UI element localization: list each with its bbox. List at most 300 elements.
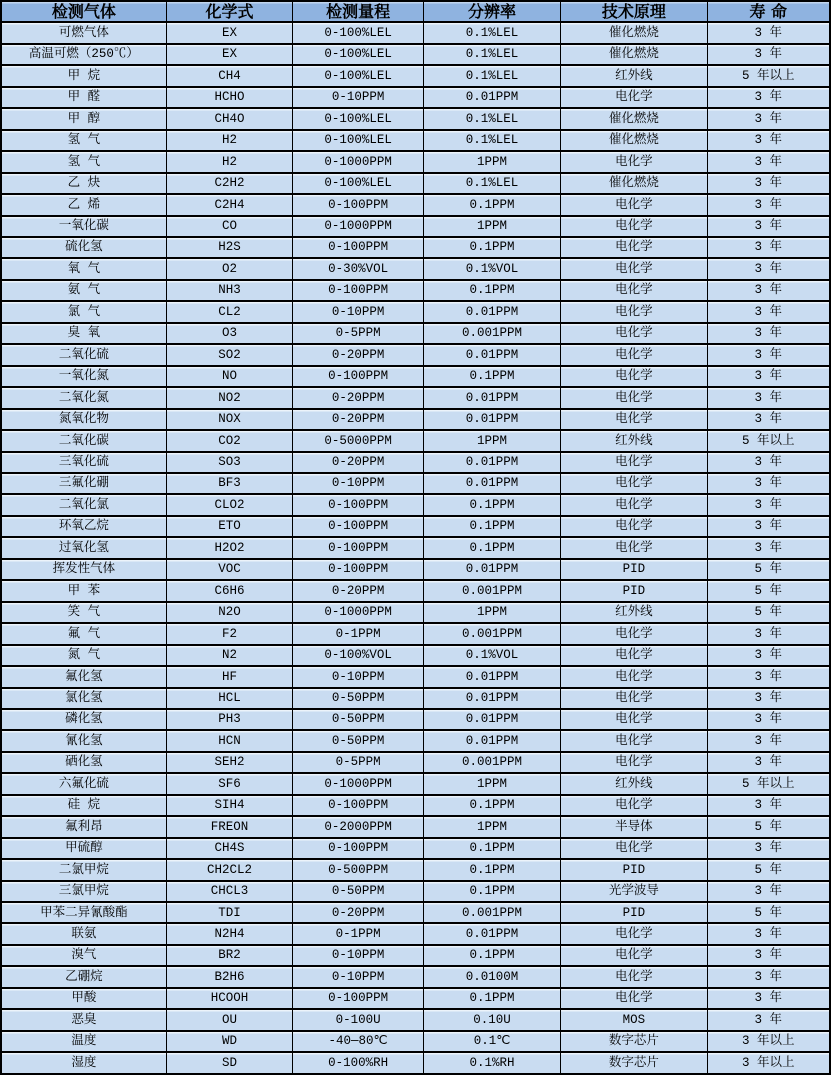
header-cell-principle: 技术原理 (560, 2, 706, 21)
cell-resolution: 0.01PPM (423, 88, 560, 107)
cell-resolution: 1PPM (423, 817, 560, 836)
cell-gas: 二氧化碳 (2, 431, 166, 450)
cell-resolution: 0.10U (423, 1010, 560, 1029)
cell-gas: 甲硫醇 (2, 839, 166, 858)
cell-range: 0-1000PPM (292, 152, 423, 171)
cell-resolution: 0.1℃ (423, 1032, 560, 1051)
table-row (2, 236, 829, 257)
cell-range: 0-10PPM (292, 946, 423, 965)
cell-gas: 甲 醇 (2, 109, 166, 128)
cell-gas: 二氧化氯 (2, 495, 166, 514)
cell-lifespan: 3 年 (707, 946, 829, 965)
cell-range: 0-100PPM (292, 517, 423, 536)
cell-principle: 电化学 (560, 259, 706, 278)
cell-lifespan: 3 年 (707, 238, 829, 257)
cell-lifespan: 5 年 (707, 817, 829, 836)
cell-formula: NH3 (166, 281, 293, 300)
cell-lifespan: 3 年 (707, 474, 829, 493)
cell-resolution: 1PPM (423, 431, 560, 450)
cell-lifespan: 3 年以上 (707, 1032, 829, 1051)
cell-principle: 电化学 (560, 410, 706, 429)
cell-gas: 二氯甲烷 (2, 860, 166, 879)
cell-formula: H2 (166, 152, 293, 171)
cell-lifespan: 3 年 (707, 152, 829, 171)
cell-formula: PH3 (166, 710, 293, 729)
header-cell-formula: 化学式 (166, 2, 293, 21)
cell-gas: 三氟化硼 (2, 474, 166, 493)
cell-formula: O3 (166, 324, 293, 343)
cell-gas: 一氧化碳 (2, 217, 166, 236)
table-row (2, 515, 829, 536)
cell-gas: 氨 气 (2, 281, 166, 300)
table-row (2, 558, 829, 579)
cell-lifespan: 3 年以上 (707, 1053, 829, 1072)
cell-principle: 电化学 (560, 989, 706, 1008)
cell-formula: CH2CL2 (166, 860, 293, 879)
cell-formula: TDI (166, 903, 293, 922)
cell-principle: 数字芯片 (560, 1032, 706, 1051)
cell-gas: 笑 气 (2, 603, 166, 622)
cell-gas: 三氧化硫 (2, 453, 166, 472)
cell-principle: 半导体 (560, 817, 706, 836)
cell-formula: SIH4 (166, 796, 293, 815)
table-row (2, 880, 829, 901)
cell-formula: CO2 (166, 431, 293, 450)
cell-formula: O2 (166, 259, 293, 278)
cell-gas: 乙 烯 (2, 195, 166, 214)
cell-resolution: 0.1PPM (423, 281, 560, 300)
cell-principle: 电化学 (560, 689, 706, 708)
table-row (2, 858, 829, 879)
cell-range: 0-100U (292, 1010, 423, 1029)
cell-lifespan: 3 年 (707, 453, 829, 472)
cell-lifespan: 3 年 (707, 667, 829, 686)
cell-range: 0-1000PPM (292, 774, 423, 793)
cell-resolution: 0.001PPM (423, 581, 560, 600)
table-row (2, 386, 829, 407)
cell-gas: 臭 氧 (2, 324, 166, 343)
table-row (2, 815, 829, 836)
cell-range: 0-100%RH (292, 1053, 423, 1072)
cell-formula: CO (166, 217, 293, 236)
cell-range: 0-30%VOL (292, 259, 423, 278)
cell-gas: 氯 气 (2, 302, 166, 321)
cell-range: 0-20PPM (292, 345, 423, 364)
header-cell-lifespan: 寿 命 (707, 2, 829, 21)
cell-resolution: 0.1PPM (423, 495, 560, 514)
cell-principle: 电化学 (560, 495, 706, 514)
cell-resolution: 0.01PPM (423, 302, 560, 321)
table-row (2, 322, 829, 343)
cell-resolution: 0.01PPM (423, 924, 560, 943)
cell-formula: CH4S (166, 839, 293, 858)
cell-lifespan: 3 年 (707, 924, 829, 943)
table-row (2, 172, 829, 193)
cell-range: 0-2000PPM (292, 817, 423, 836)
cell-principle: 催化燃烧 (560, 45, 706, 64)
cell-lifespan: 3 年 (707, 967, 829, 986)
cell-lifespan: 3 年 (707, 646, 829, 665)
table-row (2, 944, 829, 965)
cell-principle: PID (560, 903, 706, 922)
cell-formula: B2H6 (166, 967, 293, 986)
cell-gas: 氮氧化物 (2, 410, 166, 429)
cell-resolution: 0.01PPM (423, 410, 560, 429)
cell-range: 0-20PPM (292, 581, 423, 600)
cell-resolution: 0.1%VOL (423, 259, 560, 278)
cell-principle: 电化学 (560, 538, 706, 557)
table-row (2, 644, 829, 665)
cell-resolution: 0.01PPM (423, 710, 560, 729)
cell-lifespan: 5 年以上 (707, 431, 829, 450)
cell-formula: BF3 (166, 474, 293, 493)
cell-principle: PID (560, 860, 706, 879)
table-row (2, 536, 829, 557)
cell-range: 0-100PPM (292, 238, 423, 257)
cell-gas: 硫化氢 (2, 238, 166, 257)
cell-resolution: 0.001PPM (423, 753, 560, 772)
cell-formula: WD (166, 1032, 293, 1051)
table-row (2, 772, 829, 793)
cell-range: 0-10PPM (292, 88, 423, 107)
cell-gas: 温度 (2, 1032, 166, 1051)
cell-formula: EX (166, 23, 293, 42)
cell-range: 0-20PPM (292, 388, 423, 407)
cell-formula: SO2 (166, 345, 293, 364)
cell-lifespan: 3 年 (707, 882, 829, 901)
cell-lifespan: 3 年 (707, 302, 829, 321)
cell-formula: N2 (166, 646, 293, 665)
cell-principle: 电化学 (560, 324, 706, 343)
cell-gas: 氢 气 (2, 131, 166, 150)
table-row (2, 901, 829, 922)
cell-principle: 电化学 (560, 667, 706, 686)
cell-resolution: 1PPM (423, 152, 560, 171)
cell-range: 0-1000PPM (292, 217, 423, 236)
cell-formula: FREON (166, 817, 293, 836)
table-row (2, 43, 829, 64)
cell-range: 0-5PPM (292, 753, 423, 772)
cell-formula: SO3 (166, 453, 293, 472)
cell-range: 0-100%LEL (292, 66, 423, 85)
cell-formula: BR2 (166, 946, 293, 965)
cell-gas: 三氯甲烷 (2, 882, 166, 901)
table-row (2, 64, 829, 85)
cell-principle: 电化学 (560, 731, 706, 750)
cell-gas: 挥发性气体 (2, 560, 166, 579)
cell-lifespan: 3 年 (707, 1010, 829, 1029)
cell-range: 0-20PPM (292, 410, 423, 429)
cell-lifespan: 3 年 (707, 989, 829, 1008)
cell-gas: 硅 烷 (2, 796, 166, 815)
cell-range: 0-5000PPM (292, 431, 423, 450)
cell-range: 0-1PPM (292, 624, 423, 643)
cell-gas: 高温可燃（250℃） (2, 45, 166, 64)
cell-formula: HCL (166, 689, 293, 708)
cell-principle: 电化学 (560, 281, 706, 300)
cell-lifespan: 3 年 (707, 710, 829, 729)
cell-range: 0-100PPM (292, 839, 423, 858)
cell-range: 0-100%LEL (292, 174, 423, 193)
cell-range: 0-50PPM (292, 882, 423, 901)
cell-formula: SD (166, 1053, 293, 1072)
cell-principle: 电化学 (560, 367, 706, 386)
cell-gas: 氧 气 (2, 259, 166, 278)
cell-gas: 环氧乙烷 (2, 517, 166, 536)
table-row (2, 129, 829, 150)
cell-lifespan: 5 年 (707, 560, 829, 579)
cell-principle: 电化学 (560, 152, 706, 171)
cell-lifespan: 3 年 (707, 88, 829, 107)
table-row (2, 665, 829, 686)
cell-lifespan: 5 年 (707, 581, 829, 600)
cell-formula: NO (166, 367, 293, 386)
cell-gas: 硒化氢 (2, 753, 166, 772)
cell-resolution: 0.1PPM (423, 882, 560, 901)
cell-formula: HCHO (166, 88, 293, 107)
table-row (2, 451, 829, 472)
cell-range: 0-100PPM (292, 560, 423, 579)
table-row (2, 708, 829, 729)
cell-gas: 二氧化氮 (2, 388, 166, 407)
cell-lifespan: 3 年 (707, 45, 829, 64)
cell-principle: 电化学 (560, 453, 706, 472)
cell-lifespan: 3 年 (707, 174, 829, 193)
cell-resolution: 0.1PPM (423, 860, 560, 879)
cell-range: 0-100%LEL (292, 23, 423, 42)
table-row (2, 1008, 829, 1029)
cell-principle: 红外线 (560, 431, 706, 450)
cell-gas: 乙硼烷 (2, 967, 166, 986)
cell-resolution: 0.01PPM (423, 474, 560, 493)
cell-resolution: 0.01PPM (423, 689, 560, 708)
cell-formula: CL2 (166, 302, 293, 321)
cell-formula: F2 (166, 624, 293, 643)
table-row (2, 493, 829, 514)
cell-range: 0-100PPM (292, 195, 423, 214)
cell-resolution: 0.0100M (423, 967, 560, 986)
cell-range: 0-100%LEL (292, 45, 423, 64)
cell-resolution: 0.01PPM (423, 345, 560, 364)
cell-lifespan: 3 年 (707, 281, 829, 300)
cell-principle: 电化学 (560, 88, 706, 107)
table-row (2, 687, 829, 708)
cell-formula: C6H6 (166, 581, 293, 600)
cell-resolution: 0.1PPM (423, 839, 560, 858)
cell-gas: 甲酸 (2, 989, 166, 1008)
cell-resolution: 1PPM (423, 603, 560, 622)
cell-principle: 催化燃烧 (560, 23, 706, 42)
cell-range: 0-100%LEL (292, 109, 423, 128)
table-row (2, 107, 829, 128)
cell-formula: H2 (166, 131, 293, 150)
header-cell-gas: 检测气体 (2, 2, 166, 21)
table-row (2, 965, 829, 986)
table-row (2, 472, 829, 493)
cell-principle: PID (560, 581, 706, 600)
cell-formula: ETO (166, 517, 293, 536)
cell-lifespan: 3 年 (707, 517, 829, 536)
cell-formula: N2O (166, 603, 293, 622)
cell-resolution: 0.1PPM (423, 538, 560, 557)
cell-resolution: 0.1PPM (423, 195, 560, 214)
cell-resolution: 0.01PPM (423, 731, 560, 750)
table-row (2, 729, 829, 750)
table-row (2, 837, 829, 858)
cell-formula: HCOOH (166, 989, 293, 1008)
cell-gas: 氢 气 (2, 152, 166, 171)
cell-formula: H2S (166, 238, 293, 257)
cell-principle: 红外线 (560, 66, 706, 85)
cell-formula: CLO2 (166, 495, 293, 514)
cell-lifespan: 5 年 (707, 603, 829, 622)
cell-range: 0-20PPM (292, 453, 423, 472)
cell-formula: CH4 (166, 66, 293, 85)
cell-principle: MOS (560, 1010, 706, 1029)
cell-resolution: 0.1%LEL (423, 66, 560, 85)
cell-gas: 溴气 (2, 946, 166, 965)
table-row (2, 365, 829, 386)
table-row (2, 408, 829, 429)
cell-lifespan: 3 年 (707, 131, 829, 150)
cell-range: 0-100PPM (292, 989, 423, 1008)
cell-gas: 恶臭 (2, 1010, 166, 1029)
cell-range: 0-100%LEL (292, 131, 423, 150)
cell-principle: 电化学 (560, 710, 706, 729)
cell-range: 0-100PPM (292, 367, 423, 386)
table-row (2, 215, 829, 236)
table-row (2, 751, 829, 772)
cell-gas: 氟化氢 (2, 667, 166, 686)
cell-range: 0-20PPM (292, 903, 423, 922)
table-row (2, 1030, 829, 1051)
cell-formula: CH4O (166, 109, 293, 128)
cell-range: 0-10PPM (292, 474, 423, 493)
cell-gas: 甲苯二异氰酸酯 (2, 903, 166, 922)
cell-principle: 电化学 (560, 646, 706, 665)
cell-range: 0-100%VOL (292, 646, 423, 665)
cell-range: 0-50PPM (292, 689, 423, 708)
header-row (2, 2, 829, 21)
cell-resolution: 1PPM (423, 217, 560, 236)
cell-principle: 电化学 (560, 796, 706, 815)
cell-gas: 氰化氢 (2, 731, 166, 750)
cell-resolution: 0.1PPM (423, 946, 560, 965)
cell-lifespan: 3 年 (707, 796, 829, 815)
cell-lifespan: 3 年 (707, 538, 829, 557)
cell-lifespan: 3 年 (707, 410, 829, 429)
cell-principle: 电化学 (560, 195, 706, 214)
cell-lifespan: 3 年 (707, 345, 829, 364)
cell-formula: CHCL3 (166, 882, 293, 901)
cell-principle: 红外线 (560, 603, 706, 622)
cell-lifespan: 3 年 (707, 624, 829, 643)
cell-gas: 湿度 (2, 1053, 166, 1072)
table-row (2, 1051, 829, 1072)
cell-resolution: 0.1PPM (423, 238, 560, 257)
cell-principle: 电化学 (560, 624, 706, 643)
cell-range: 0-100PPM (292, 796, 423, 815)
cell-gas: 氯化氢 (2, 689, 166, 708)
cell-resolution: 0.001PPM (423, 324, 560, 343)
cell-resolution: 0.1%VOL (423, 646, 560, 665)
table-row (2, 794, 829, 815)
cell-resolution: 0.1%LEL (423, 109, 560, 128)
cell-principle: 电化学 (560, 217, 706, 236)
cell-resolution: 0.1%LEL (423, 131, 560, 150)
cell-resolution: 0.1%LEL (423, 45, 560, 64)
header-cell-resolution: 分辨率 (423, 2, 560, 21)
cell-lifespan: 3 年 (707, 731, 829, 750)
cell-lifespan: 3 年 (707, 324, 829, 343)
cell-lifespan: 5 年 (707, 860, 829, 879)
table-row (2, 257, 829, 278)
cell-resolution: 0.01PPM (423, 388, 560, 407)
cell-gas: 一氧化氮 (2, 367, 166, 386)
cell-lifespan: 3 年 (707, 839, 829, 858)
table-row (2, 601, 829, 622)
cell-resolution: 0.01PPM (423, 453, 560, 472)
cell-lifespan: 3 年 (707, 689, 829, 708)
cell-principle: PID (560, 560, 706, 579)
cell-lifespan: 3 年 (707, 495, 829, 514)
cell-principle: 红外线 (560, 774, 706, 793)
cell-principle: 数字芯片 (560, 1053, 706, 1072)
cell-lifespan: 3 年 (707, 195, 829, 214)
table-row (2, 922, 829, 943)
table-row (2, 622, 829, 643)
cell-formula: EX (166, 45, 293, 64)
cell-resolution: 0.1PPM (423, 367, 560, 386)
cell-resolution: 0.1PPM (423, 796, 560, 815)
table-row (2, 579, 829, 600)
cell-range: 0-10PPM (292, 302, 423, 321)
cell-range: -40—80℃ (292, 1032, 423, 1051)
table-row (2, 86, 829, 107)
cell-formula: N2H4 (166, 924, 293, 943)
cell-lifespan: 3 年 (707, 259, 829, 278)
cell-principle: 电化学 (560, 946, 706, 965)
cell-range: 0-100PPM (292, 281, 423, 300)
cell-principle: 电化学 (560, 517, 706, 536)
cell-gas: 甲 醛 (2, 88, 166, 107)
cell-gas: 过氧化氢 (2, 538, 166, 557)
table-row (2, 429, 829, 450)
cell-principle: 电化学 (560, 388, 706, 407)
cell-principle: 光学波导 (560, 882, 706, 901)
cell-formula: OU (166, 1010, 293, 1029)
cell-formula: SF6 (166, 774, 293, 793)
cell-range: 0-50PPM (292, 710, 423, 729)
cell-lifespan: 3 年 (707, 217, 829, 236)
cell-lifespan: 3 年 (707, 109, 829, 128)
table-row (2, 300, 829, 321)
cell-range: 0-1000PPM (292, 603, 423, 622)
cell-range: 0-100PPM (292, 538, 423, 557)
cell-range: 0-10PPM (292, 967, 423, 986)
cell-principle: 电化学 (560, 345, 706, 364)
cell-lifespan: 3 年 (707, 367, 829, 386)
cell-gas: 氟利昂 (2, 817, 166, 836)
cell-principle: 电化学 (560, 238, 706, 257)
cell-resolution: 0.01PPM (423, 560, 560, 579)
cell-formula: NO2 (166, 388, 293, 407)
cell-resolution: 0.01PPM (423, 667, 560, 686)
cell-principle: 电化学 (560, 474, 706, 493)
cell-gas: 磷化氢 (2, 710, 166, 729)
table-row (2, 150, 829, 171)
cell-gas: 甲 苯 (2, 581, 166, 600)
